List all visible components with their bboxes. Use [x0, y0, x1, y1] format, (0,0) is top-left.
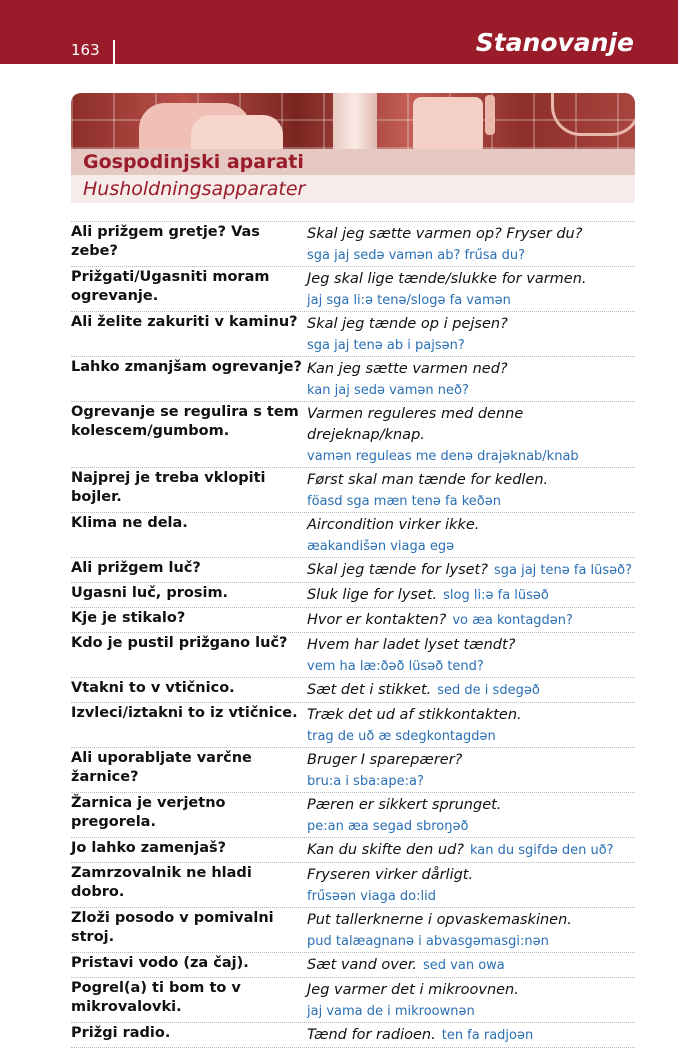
- slovene-phrase: Prižgi radio.: [71, 1025, 171, 1041]
- danish-phrase: Kan du skifte den ud?: [307, 842, 464, 858]
- phrase-row: [71, 862, 635, 907]
- slovene-phrase: Kje je stikalo?: [71, 610, 186, 626]
- phrase-row: [71, 401, 635, 467]
- translation-block: [307, 268, 635, 309]
- translation-block: [307, 223, 635, 264]
- phrase-row: [71, 266, 635, 311]
- header-divider: [113, 40, 115, 64]
- page-number: 163: [71, 41, 100, 59]
- translation-block: [307, 954, 635, 975]
- phrase-row: [71, 557, 635, 582]
- pronunciation: sga jaj tenə fa lüsəð?: [493, 563, 633, 578]
- phrase-row: [71, 792, 635, 837]
- slovene-phrase: Prižgati/Ugasniti moram ogrevanje.: [71, 269, 270, 304]
- danish-phrase: Jeg skal lige tænde/slukke for varmen.: [307, 271, 587, 287]
- danish-phrase: Aircondition virker ikke.: [307, 517, 480, 533]
- slovene-phrase: Najprej je treba vklopiti bojler.: [71, 470, 266, 505]
- danish-phrase: Jeg varmer det i mikroovnen.: [307, 982, 519, 998]
- phrase-row: [71, 582, 635, 607]
- chapter-title: Stanovanje: [475, 28, 634, 57]
- pronunciation: kan du sgifdə den uð?: [470, 843, 614, 858]
- pronunciation: ten fa radjoən: [441, 1028, 534, 1043]
- pronunciation: sed de i sdegəð: [437, 683, 540, 698]
- translation-block: [307, 634, 635, 675]
- pronunciation: sga jaj sedə vamən ab? frűsa du?: [307, 248, 525, 263]
- slovene-phrase: Ali prižgem gretje? Vas zebe?: [71, 224, 260, 259]
- danish-phrase: Fryseren virker dårligt.: [307, 867, 474, 883]
- danish-phrase: Træk det ud af stikkontakten.: [307, 707, 522, 723]
- danish-phrase: Hvem har ladet lyset tændt?: [307, 637, 516, 653]
- section-subtitle: Husholdningsapparater: [71, 175, 635, 203]
- danish-phrase: Først skal man tænde for kedlen.: [307, 472, 549, 488]
- slovene-phrase: Ugasni luč, prosim.: [71, 585, 229, 601]
- pronunciation: slog li:ə fa lüsəð: [443, 588, 549, 603]
- translation-block: [307, 1024, 635, 1045]
- pronunciation: vo æa kontagdən?: [452, 613, 573, 628]
- phrase-row: [71, 632, 635, 677]
- toaster-shape-2: [191, 115, 283, 149]
- slovene-phrase: Žarnica je verjetno pregorela.: [71, 795, 226, 830]
- translation-block: [307, 839, 635, 860]
- translation-block: [307, 609, 635, 630]
- slovene-phrase: Vtakni to v vtičnico.: [71, 680, 235, 696]
- phrase-row: [71, 356, 635, 401]
- translation-block: [307, 704, 635, 745]
- translation-block: [307, 864, 635, 905]
- slovene-phrase: Pogrel(a) ti bom to v mikrovalovki.: [71, 980, 241, 1015]
- phrase-list: [71, 221, 635, 1048]
- paper-roll-shape: [333, 93, 377, 149]
- page-header: [0, 0, 678, 64]
- translation-block: [307, 584, 635, 605]
- danish-phrase: Varmen reguleres med denne drejeknap/knap.: [307, 406, 524, 443]
- translation-block: [307, 909, 635, 950]
- phrase-row: [71, 747, 635, 792]
- danish-phrase: Sluk lige for lyset.: [307, 587, 438, 603]
- translation-block: [307, 679, 635, 700]
- translation-block: [307, 514, 635, 555]
- phrase-row: [71, 467, 635, 512]
- phrase-row: [71, 837, 635, 862]
- pronunciation: kan jaj sedə vamən neð?: [307, 383, 469, 398]
- phrase-row: [71, 311, 635, 356]
- danish-phrase: Skal jeg tænde op i pejsen?: [307, 316, 508, 332]
- phrase-row: [71, 952, 635, 977]
- danish-phrase: Put tallerknerne i opvaskemaskinen.: [307, 912, 572, 928]
- translation-block: [307, 358, 635, 399]
- pronunciation: sga jaj tenə ab i pajsən?: [307, 338, 465, 353]
- phrase-row: [71, 1022, 635, 1048]
- kettle-shape: [413, 97, 483, 149]
- slovene-phrase: Izvleci/iztakni to iz vtičnice.: [71, 705, 298, 721]
- kettle-handle-shape: [485, 95, 495, 135]
- danish-phrase: Skal jeg sætte varmen op? Fryser du?: [307, 226, 583, 242]
- slovene-phrase: Pristavi vodo (za čaj).: [71, 955, 249, 971]
- pronunciation: æakandišən viaga egə: [307, 539, 455, 554]
- phrase-row: [71, 907, 635, 952]
- danish-phrase: Kan jeg sætte varmen ned?: [307, 361, 508, 377]
- pronunciation: vamən reguleas me denə drajəknab/knab: [307, 449, 579, 464]
- pronunciation: jaj vama de i mikroownən: [307, 1004, 475, 1019]
- translation-block: [307, 749, 635, 790]
- pronunciation: vem ha læ:ðəð lüsəð tend?: [307, 659, 484, 674]
- phrase-row: [71, 221, 635, 266]
- phrase-row: [71, 607, 635, 632]
- pronunciation: pud talæagnanə i abvasgəmasgi:nən: [307, 934, 549, 949]
- phrase-row: [71, 702, 635, 747]
- slovene-phrase: Ali uporabljate varčne žarnice?: [71, 750, 252, 785]
- danish-phrase: Sæt vand over.: [307, 957, 418, 973]
- pronunciation: bru:a i sba:ape:a?: [307, 774, 424, 789]
- translation-block: [307, 313, 635, 354]
- pronunciation: sed van owa: [423, 958, 505, 973]
- slovene-phrase: Klima ne dela.: [71, 515, 188, 531]
- danish-phrase: Bruger I sparepærer?: [307, 752, 463, 768]
- slovene-phrase: Ali prižgem luč?: [71, 560, 201, 576]
- translation-block: [307, 403, 635, 465]
- danish-phrase: Skal jeg tænde for lyset?: [307, 562, 488, 578]
- translation-block: [307, 469, 635, 510]
- phrase-row: [71, 512, 635, 557]
- danish-phrase: Tænd for radioen.: [307, 1027, 436, 1043]
- slovene-phrase: Ogrevanje se regulira s tem kolescem/gumbom.: [71, 404, 299, 439]
- section-title: Gospodinjski aparati: [71, 149, 635, 175]
- danish-phrase: Sæt det i stikket.: [307, 682, 432, 698]
- translation-block: [307, 794, 635, 835]
- slovene-phrase: Jo lahko zamenjaš?: [71, 840, 227, 856]
- phrase-row: [71, 677, 635, 702]
- slovene-phrase: Lahko zmanjšam ogrevanje?: [71, 359, 302, 375]
- danish-phrase: Hvor er kontakten?: [307, 612, 447, 628]
- translation-block: [307, 559, 635, 580]
- slovene-phrase: Ali želite zakuriti v kaminu?: [71, 314, 298, 330]
- pronunciation: jaj sga li:ə tenə/slogə fa vamən: [307, 293, 511, 308]
- cable-shape: [551, 93, 635, 136]
- slovene-phrase: Zamrzovalnik ne hladi dobro.: [71, 865, 252, 900]
- slovene-phrase: Zloži posodo v pomivalni stroj.: [71, 910, 274, 945]
- slovene-phrase: Kdo je pustil prižgano luč?: [71, 635, 288, 651]
- pronunciation: föasd sga mæn tenə fa keðən: [307, 494, 501, 509]
- pronunciation: pe:an æa segad sbroŋəð: [307, 819, 469, 834]
- danish-phrase: Pæren er sikkert sprunget.: [307, 797, 502, 813]
- appliances-photo: [71, 93, 635, 149]
- pronunciation: frűsəən viaga do:lid: [307, 889, 436, 904]
- pronunciation: trag de uð æ sdegkontagdən: [307, 729, 496, 744]
